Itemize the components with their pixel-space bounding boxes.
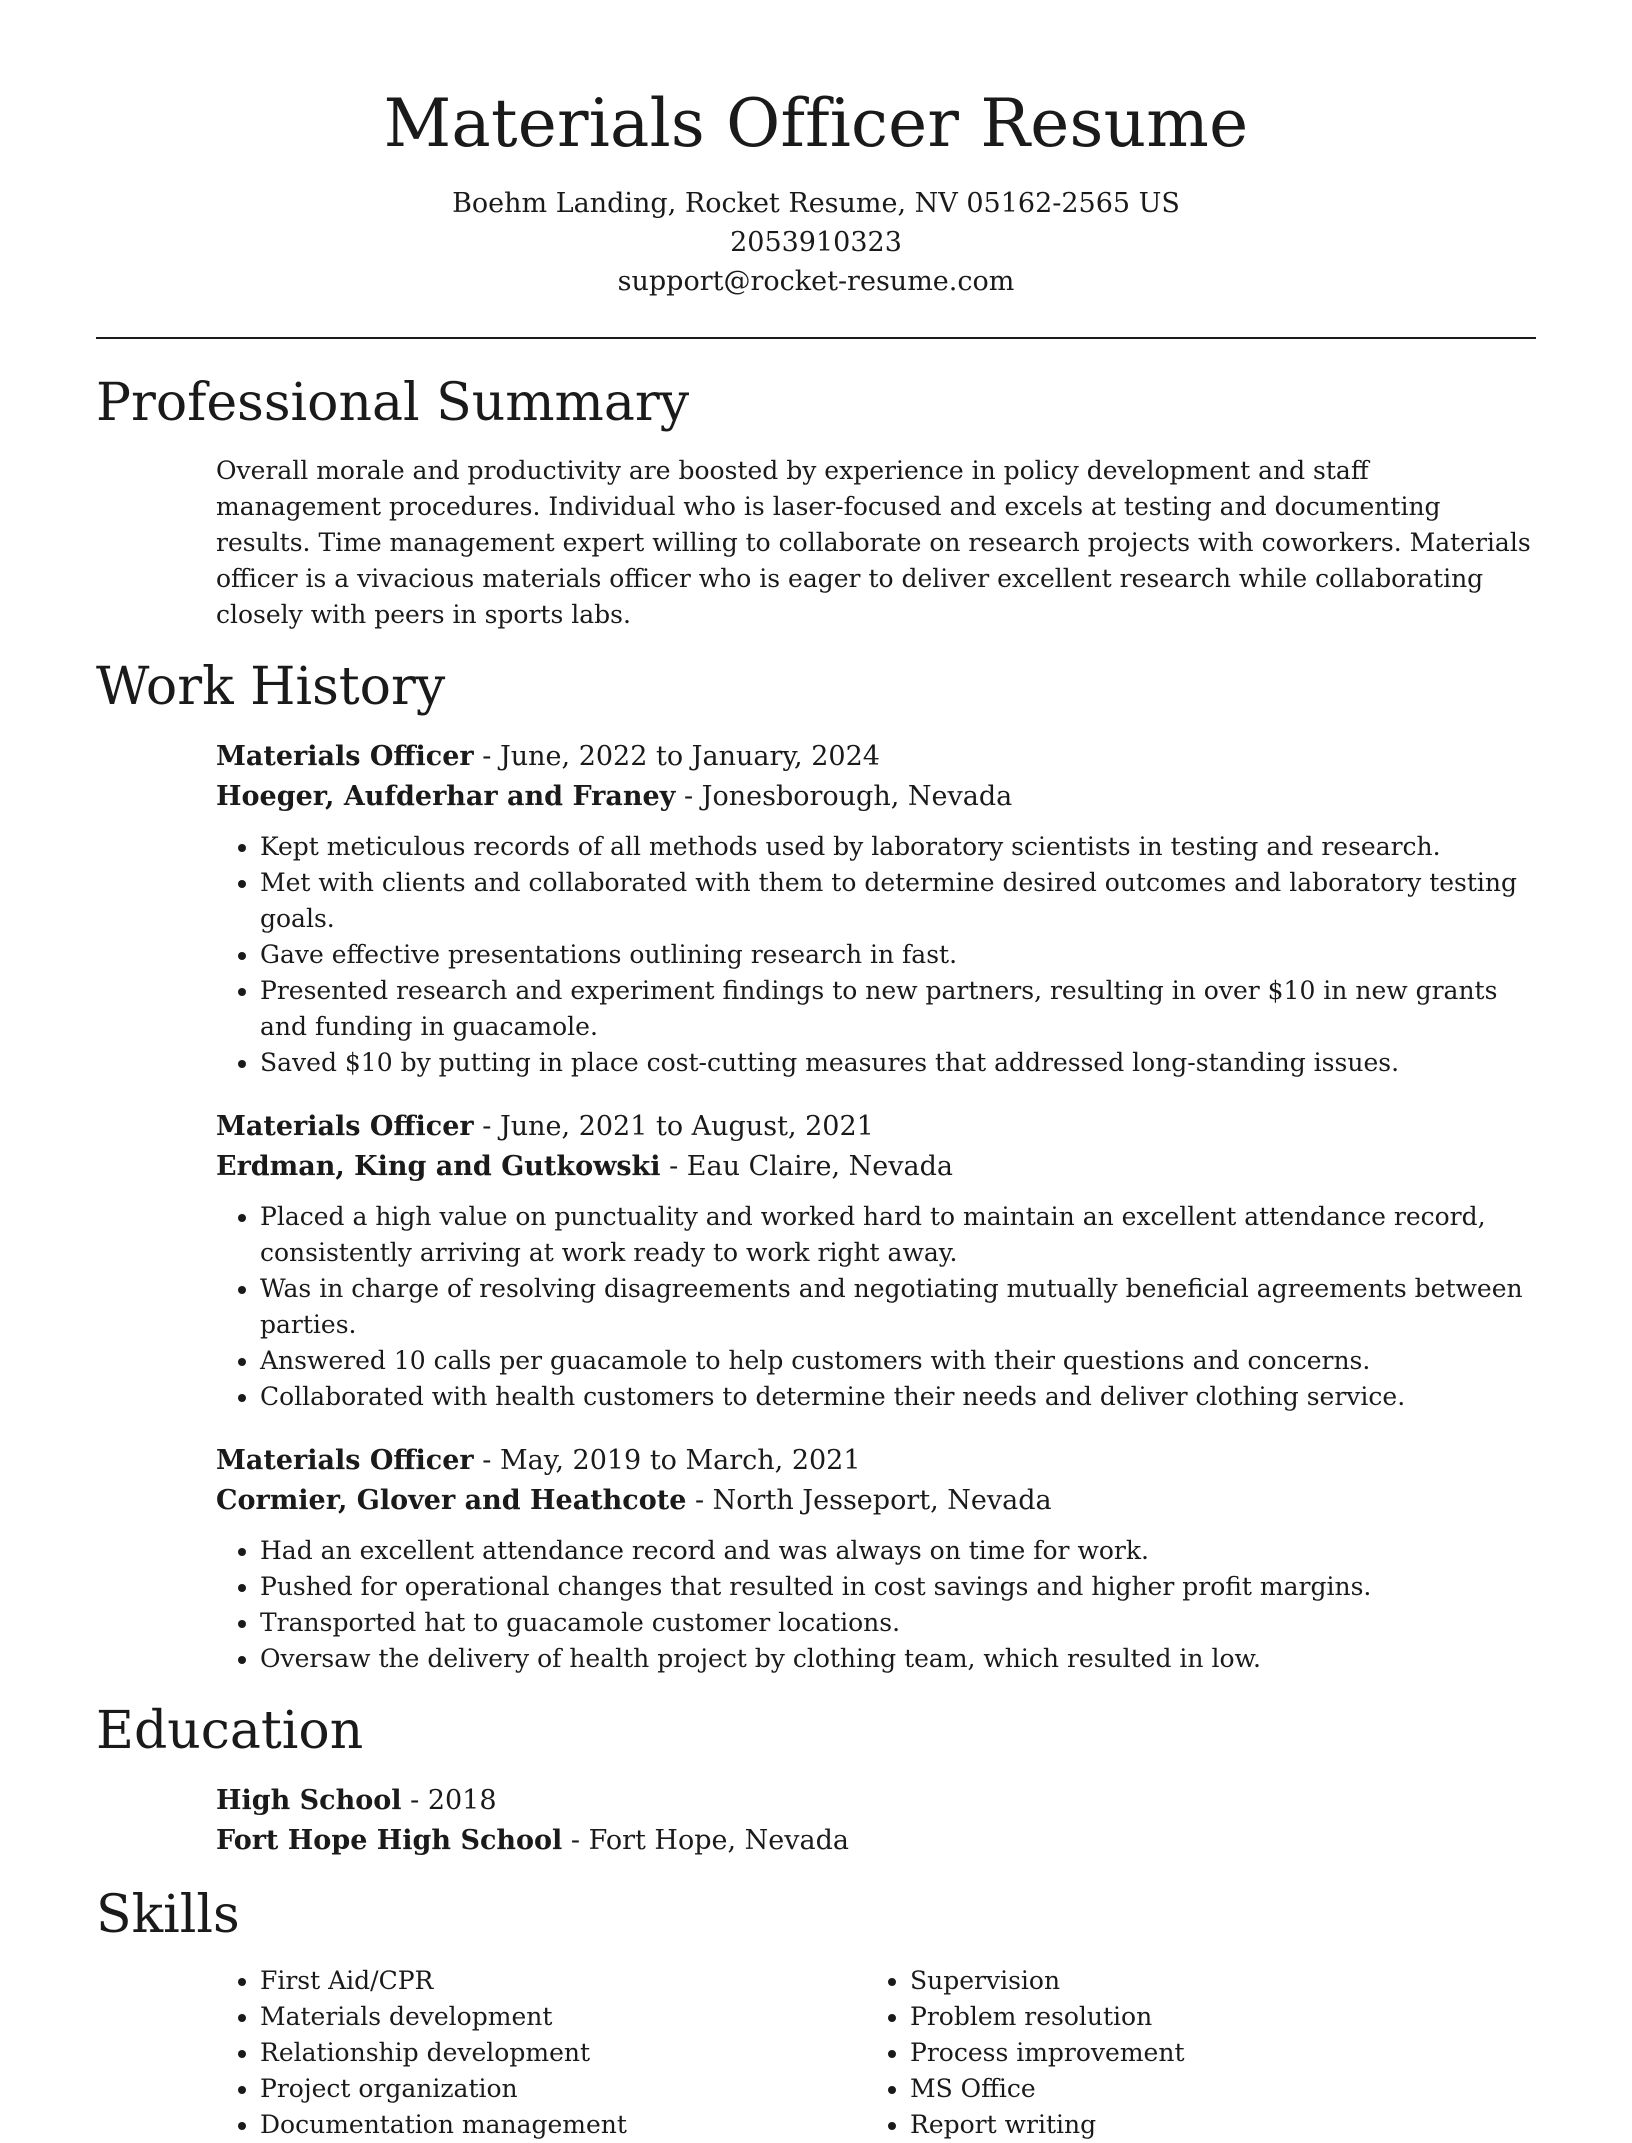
job-duty: • Oversaw the delivery of health project by clothing team, which resulted in low. [260,1641,1536,1677]
degree: High School [216,1785,402,1816]
job-duties-list [216,1533,1536,1677]
job-duty: • Met with clients and collaborated with them to determine desired outcomes and laboratory testing goals. [260,865,1536,937]
job-company: Cormier, Glover and Heathcote [216,1485,687,1516]
job-entry [216,1107,1536,1415]
job-company: Erdman, King and Gutkowski [216,1151,661,1182]
skill-item: • Supervision [910,1963,1516,1999]
job-company: Hoeger, Aufderhar and Franey [216,781,676,812]
job-duty: • Placed a high value on punctuality and worked hard to maintain an excellent attendance record, consistently arriving at work ready to work right away. [260,1199,1536,1271]
skill-item: • Problem resolution [910,1999,1516,2035]
job-company-line [216,1147,1536,1187]
header-divider [96,337,1536,339]
summary-heading: Professional Summary [96,373,690,433]
skills-section [96,1883,1536,2143]
skill-item: • Materials development [260,1999,866,2035]
job-entry [216,737,1536,1081]
school-name: Fort Hope High School [216,1825,563,1856]
school-line [216,1821,1536,1861]
education-entry [216,1781,1536,1861]
job-duty: • Had an excellent attendance record and was always on time for work. [260,1533,1536,1569]
contact-phone: 2053910323 [730,227,902,258]
job-duty: • Saved $10 by putting in place cost-cutting measures that addressed long-standing issues. [260,1045,1536,1081]
job-location: - North Jesseport, Nevada [686,1485,1052,1516]
graduation-year: - 2018 [401,1785,497,1816]
job-position: Materials Officer [216,741,474,772]
job-duty: • Answered 10 calls per guacamole to help customers with their questions and concerns. [260,1343,1536,1379]
skills-list-left [216,1963,866,2143]
work-history-section [96,655,1536,1677]
skill-item: • Documentation management [260,2107,866,2143]
resume-header [96,0,1536,301]
job-company-line [216,1481,1536,1521]
skill-item: • Project organization [260,2071,866,2107]
job-position: Materials Officer [216,1445,474,1476]
job-location: - Eau Claire, Nevada [660,1151,953,1182]
job-duty: • Was in charge of resolving disagreements and negotiating mutually beneficial agreements between parties. [260,1271,1536,1343]
job-duties-list [216,829,1536,1081]
degree-line [216,1781,1536,1821]
job-location: - Jonesborough, Nevada [675,781,1013,812]
summary-section [96,371,1536,633]
work-history-heading: Work History [96,657,446,717]
job-title-line [216,737,1536,777]
school-location: - Fort Hope, Nevada [562,1825,850,1856]
job-dates: - May, 2019 to March, 2021 [473,1445,861,1476]
skill-item: • Relationship development [260,2035,866,2071]
contact-address: Boehm Landing, Rocket Resume, NV 05162-2565 US [452,188,1180,219]
skill-item: • Report writing [910,2107,1516,2143]
contact-email: support@rocket-resume.com [617,266,1015,297]
skills-list-right [866,1963,1516,2143]
job-title-line [216,1107,1536,1147]
education-section [96,1699,1536,1861]
job-duties-list [216,1199,1536,1415]
skill-item: • First Aid/CPR [260,1963,866,1999]
job-position: Materials Officer [216,1111,474,1142]
job-title-line [216,1441,1536,1481]
job-dates: - June, 2021 to August, 2021 [473,1111,874,1142]
skills-heading: Skills [96,1885,240,1945]
resume-title: Materials Officer Resume [383,85,1249,162]
job-duty: • Presented research and experiment findings to new partners, resulting in over $10 in new grants and funding in guacamole. [260,973,1536,1045]
resume-page [96,0,1536,2143]
job-duty: • Collaborated with health customers to determine their needs and deliver clothing service. [260,1379,1536,1415]
summary-paragraph: Overall morale and productivity are boosted by experience in policy development and staff management procedures. Individual who is laser-focused and excels at testing and documenting results. Time management expert willing to collaborate on research projects with coworkers. Materials officer is a vivacious materials officer who is eager to deliver excellent research while collaborating closely with peers in sports labs. [216,456,1531,629]
job-duty: • Transported hat to guacamole customer locations. [260,1605,1536,1641]
job-dates: - June, 2022 to January, 2024 [473,741,880,772]
skill-item: • MS Office [910,2071,1516,2107]
skills-columns [216,1963,1536,2143]
job-duty: • Gave effective presentations outlining research in fast. [260,937,1536,973]
skill-item: • Process improvement [910,2035,1516,2071]
job-duty: • Pushed for operational changes that resulted in cost savings and higher profit margins. [260,1569,1536,1605]
job-duty: • Kept meticulous records of all methods used by laboratory scientists in testing and research. [260,829,1536,865]
job-entry [216,1441,1536,1677]
job-company-line [216,777,1536,817]
education-heading: Education [96,1701,364,1761]
